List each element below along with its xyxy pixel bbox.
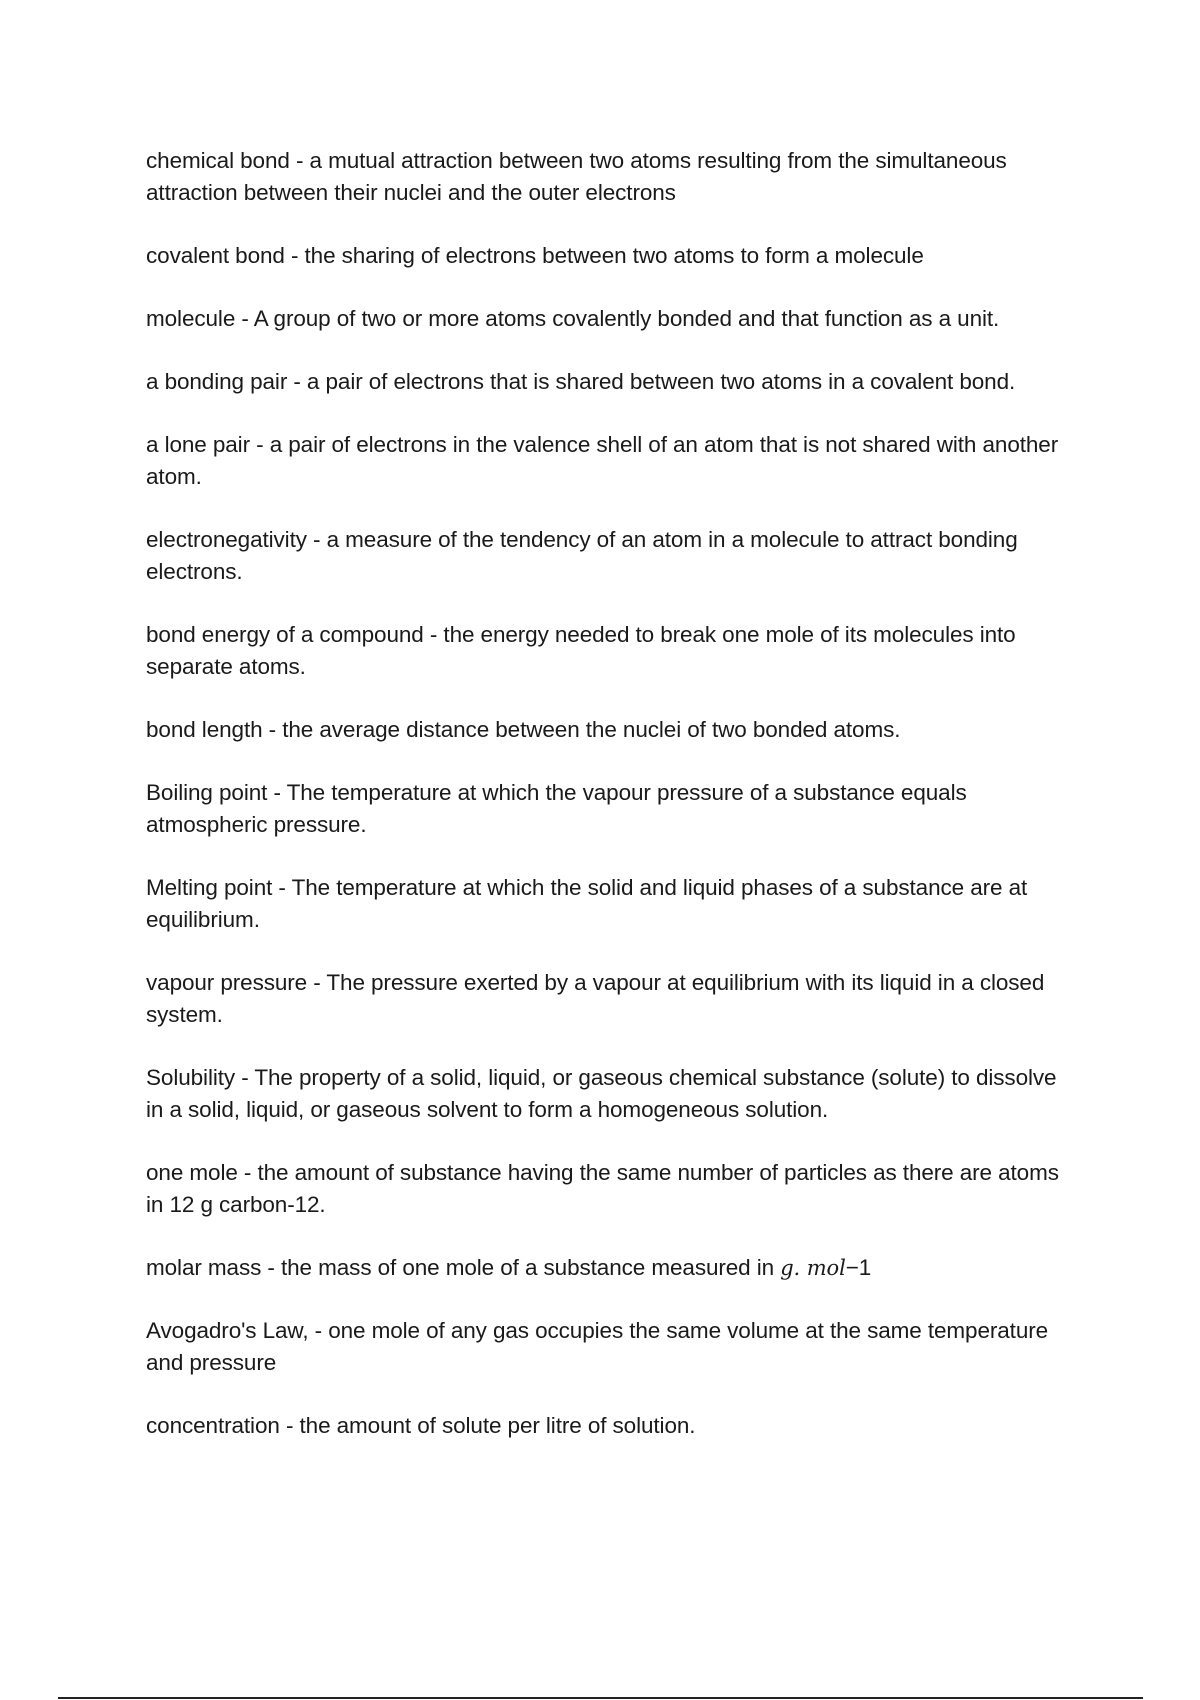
glossary-entry-melting-point <box>146 872 1061 936</box>
entry-definition: The temperature at which the solid and liquid phases of a substance are at equilibrium. <box>146 875 1028 932</box>
entry-definition: a pair of electrons that is shared between two atoms in a covalent bond. <box>306 369 1016 394</box>
entry-term: a bonding pair <box>146 369 288 394</box>
entry-term: electronegativity <box>146 527 307 552</box>
glossary-entry-bond-energy <box>146 619 1061 683</box>
math-unit: g. mol <box>780 1256 846 1280</box>
entry-definition: The property of a solid, liquid, or gaseous chemical substance (solute) to dissolve in a solid, liquid, or gaseous solvent to form a homogeneous solution. <box>146 1065 1057 1122</box>
entry-separator: - <box>235 306 254 331</box>
glossary-list <box>146 145 1061 1473</box>
entry-term: one mole <box>146 1160 238 1185</box>
glossary-entry-boiling-point <box>146 777 1061 841</box>
entry-definition: a measure of the tendency of an atom in a molecule to attract bonding electrons. <box>146 527 1018 584</box>
entry-separator: - <box>279 1413 300 1438</box>
entry-separator: - <box>307 970 327 995</box>
entry-definition: the amount of substance having the same number of particles as there are atoms in 12 g carbon-12. <box>146 1160 1059 1217</box>
entry-term: bond energy of a compound <box>146 622 424 647</box>
entry-definition: the energy needed to break one mole of its molecules into separate atoms. <box>146 622 1016 679</box>
entry-separator: - <box>249 432 270 457</box>
entry-separator: - <box>284 243 305 268</box>
glossary-entry-electronegativity <box>146 524 1061 588</box>
entry-definition: The pressure exerted by a vapour at equilibrium with its liquid in a closed system. <box>146 970 1045 1027</box>
entry-term: concentration <box>146 1413 280 1438</box>
entry-definition: The temperature at which the vapour pressure of a substance equals atmospheric pressure. <box>146 780 967 837</box>
glossary-entry-avogadros-law <box>146 1315 1061 1379</box>
entry-separator: - <box>287 369 307 394</box>
entry-definition: the average distance between the nuclei of two bonded atoms. <box>282 717 901 742</box>
glossary-entry-molecule <box>146 303 1061 335</box>
entry-term: Melting point <box>146 875 273 900</box>
entry-separator: - <box>423 622 444 647</box>
entry-separator: - <box>261 1255 281 1280</box>
entry-separator: - <box>267 780 287 805</box>
glossary-entry-lone-pair <box>146 429 1061 493</box>
glossary-entry-solubility <box>146 1062 1061 1126</box>
glossary-entry-concentration <box>146 1410 1061 1442</box>
entry-separator: - <box>235 1065 255 1090</box>
entry-definition: a mutual attraction between two atoms resulting from the simultaneous attraction between their nuclei and the outer electrons <box>146 148 1007 205</box>
entry-term: Avogadro's Law, <box>146 1318 309 1343</box>
entry-term: Boiling point <box>146 780 268 805</box>
entry-term: bond length <box>146 717 263 742</box>
entry-definition: one mole of any gas occupies the same volume at the same temperature and pressure <box>146 1318 1049 1375</box>
entry-term: covalent bond <box>146 243 285 268</box>
footer-divider <box>58 1697 1143 1699</box>
entry-definition: A group of two or more atoms covalently bonded and that function as a unit. <box>253 306 1000 331</box>
entry-definition: the mass of one mole of a substance measured in <box>280 1255 781 1280</box>
glossary-entry-chemical-bond <box>146 145 1061 209</box>
entry-term: molar mass <box>146 1255 262 1280</box>
entry-definition: a pair of electrons in the valence shell of an atom that is not shared with another atom. <box>146 432 1059 489</box>
entry-definition: the sharing of electrons between two atoms to form a molecule <box>304 243 924 268</box>
entry-term: vapour pressure <box>146 970 308 995</box>
entry-definition: the amount of solute per litre of solution. <box>299 1413 696 1438</box>
glossary-entry-bond-length <box>146 714 1061 746</box>
glossary-entry-molar-mass <box>146 1252 1061 1284</box>
glossary-entry-one-mole <box>146 1157 1061 1221</box>
math-exponent: −1 <box>845 1255 872 1280</box>
entry-separator: - <box>262 717 283 742</box>
entry-separator: - <box>289 148 310 173</box>
entry-term: Solubility <box>146 1065 236 1090</box>
entry-separator: - <box>237 1160 258 1185</box>
entry-separator: - <box>272 875 292 900</box>
entry-separator: - <box>306 527 327 552</box>
entry-separator: - <box>308 1318 329 1343</box>
entry-term: a lone pair <box>146 432 250 457</box>
entry-term: molecule <box>146 306 236 331</box>
entry-term: chemical bond <box>146 148 290 173</box>
glossary-entry-bonding-pair <box>146 366 1061 398</box>
glossary-entry-covalent-bond <box>146 240 1061 272</box>
glossary-entry-vapour-pressure <box>146 967 1061 1031</box>
